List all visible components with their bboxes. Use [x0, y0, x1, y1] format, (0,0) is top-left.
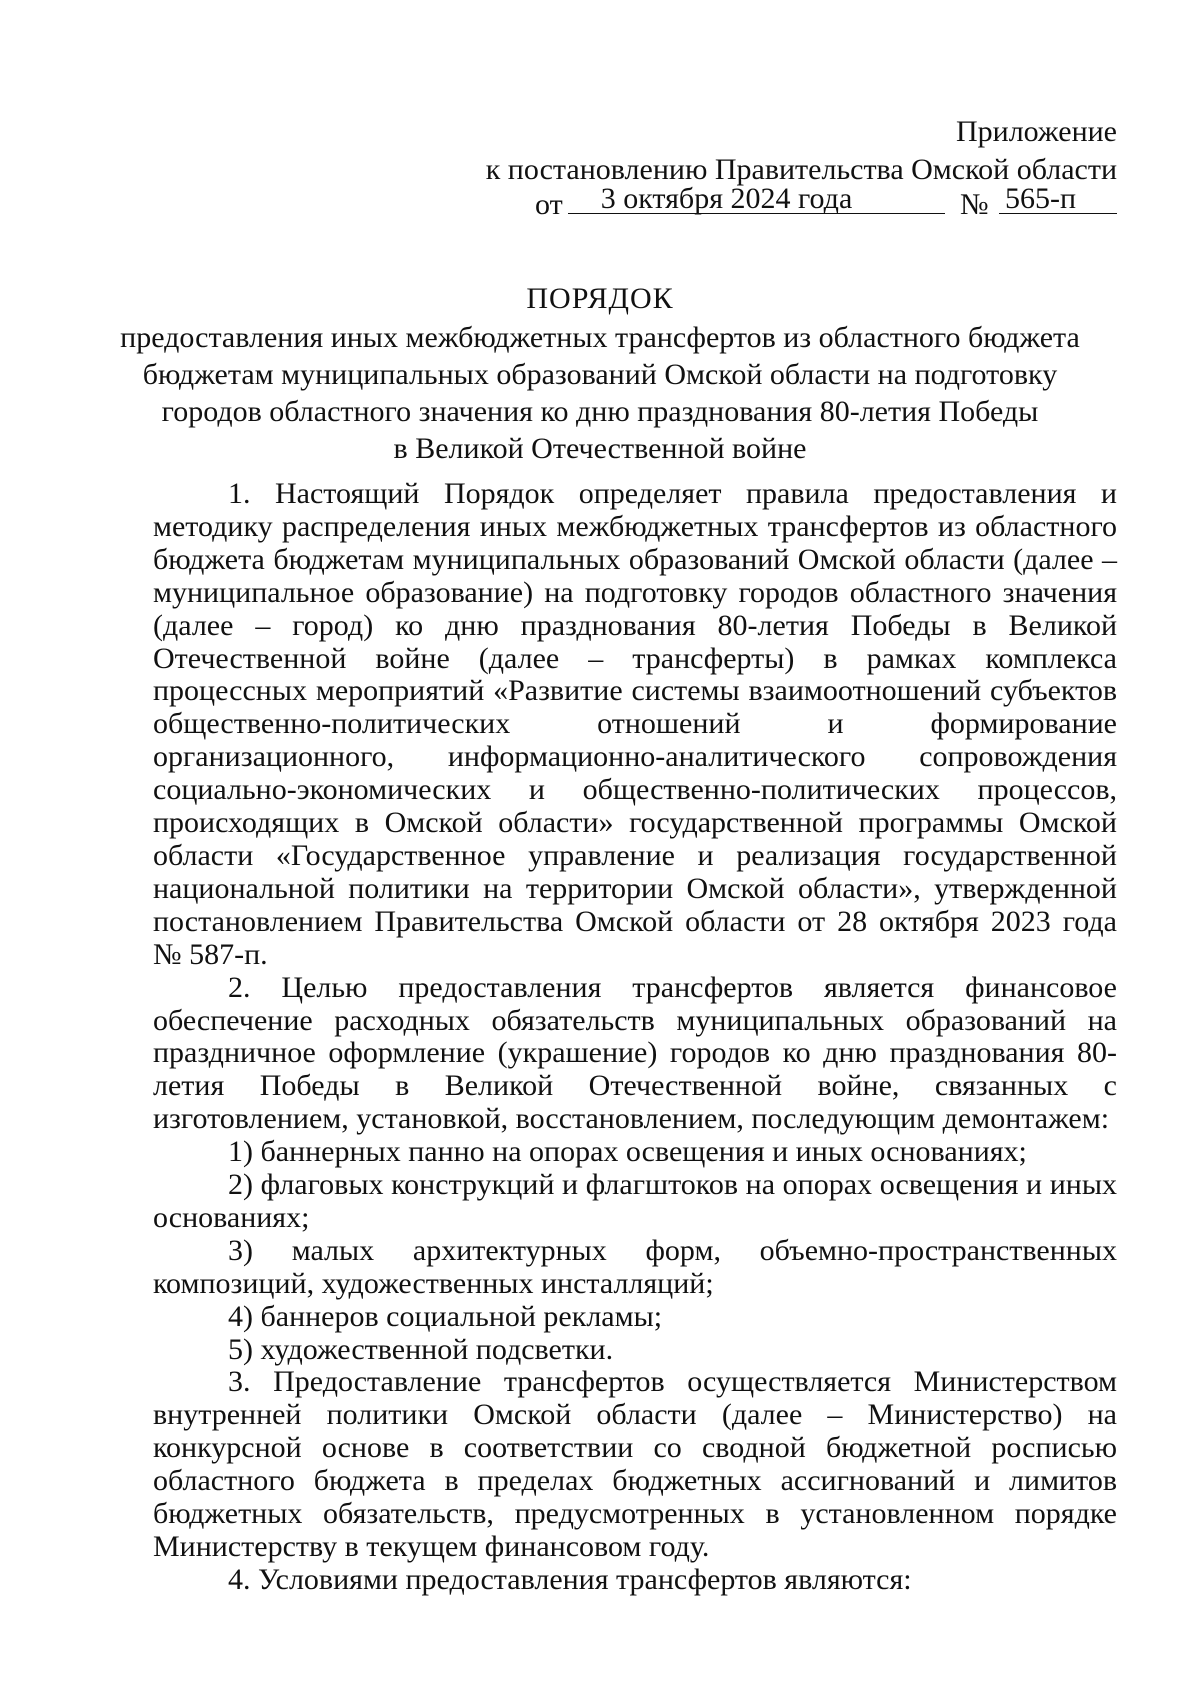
paragraph-3: 3. Предоставление трансфертов осуществляется Министерством внутренней политики Омской области (далее – Министерство) на конкурсной основе в соответствии со сводной бюджетной росписью областного бюджета в пределах бюджетных ассигнований и лимитов бюджетных обязательств, предусмотренных в установленном порядке Министерству в текущем финансовом году. [153, 1365, 1117, 1563]
title-line-2: бюджетам муниципальных образований Омской области на подготовку [142, 358, 1058, 391]
document-title [100, 280, 1100, 467]
list-item-3: 3) малых архитектурных форм, объемно-пространственных композиций, художественных инсталляций; [153, 1233, 1117, 1300]
paragraph-1: 1. Настоящий Порядок определяет правила предоставления и методику распределения иных межбюджетных трансфертов из областного бюджета бюджетам муниципальных образований Омской области (далее – муниципальное образование) на подготовку городов областного значения (далее – город) ко дню празднования 80-летия Победы в Великой Отечественной войне (далее – трансферты) в рамках комплекса процессных мероприятий «Развитие системы взаимоотношений субъектов общественно-политических отношений и формирование организационного, информационно-аналитического сопровождения социально-экономических и общественно-политических процессов, происходящих в Омской области» государственной программы Омской области «Государственное управление и реализация государственной национальной политики на территории Омской области», утвержденной постановлением Правительства Омской области от 28 октября 2023 года № 587-п. [153, 477, 1117, 971]
from-label: от [535, 188, 563, 221]
date-number-line [525, 180, 1125, 220]
list-item-4: 4) баннеров социальной рекламы; [228, 1299, 663, 1333]
paragraph-2: 2. Целью предоставления трансфертов является финансовое обеспечение расходных обязательств муниципальных образований на праздничное оформление (украшение) городов ко дню празднования 80-летия Победы в Великой Отечественной войне, связанных с изготовлением, установкой, восстановлением, последующим демонтажем: [153, 970, 1117, 1136]
date-field [568, 180, 945, 214]
appendix-label: Приложение [955, 115, 1117, 148]
list-item-1: 1) баннерных панно на опорах освещения и иных основаниях; [228, 1135, 1027, 1169]
title-line-1: предоставления иных межбюджетных трансфертов из областного бюджета [120, 321, 1080, 354]
list-item-2: 2) флаговых конструкций и флагштоков на опорах освещения и иных основаниях; [153, 1168, 1117, 1234]
number-field [999, 180, 1117, 214]
paragraph-4: 4. Условиями предоставления трансфертов являются: [228, 1562, 912, 1596]
resolution-line: к постановлению Правительства Омской области [485, 153, 1117, 186]
appendix-header [0, 113, 1117, 189]
resolution-number: 565-п [1005, 182, 1077, 215]
document-body [153, 478, 1117, 1597]
title-main: ПОРЯДОК [526, 282, 674, 315]
list-item-5: 5) художественной подсветки. [228, 1332, 614, 1366]
title-line-4: в Великой Отечественной войне [393, 432, 807, 465]
resolution-date: 3 октября 2024 года [600, 182, 853, 215]
title-line-3: городов областного значения ко дню празднования 80-летия Победы [161, 395, 1039, 428]
number-label: № [960, 188, 989, 221]
